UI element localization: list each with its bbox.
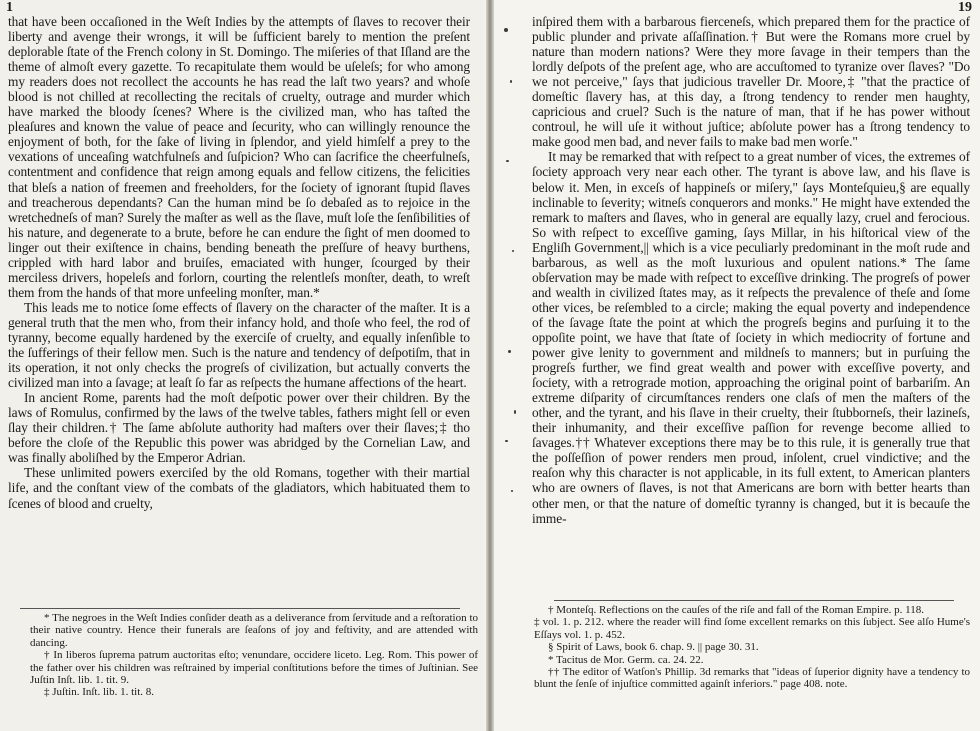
footnotes (534, 604, 970, 691)
paragraph: inſpired them with a barbarous fierceneſs, which prepared them for the practice of public plunder and private aſſaſſination.† But were the Romans more cruel by nature than modern nations? Were they more ſavage in their tempers than the lordly deſpots of the preſent age, who are accuſtomed to tyranize over ſlaves? "Do we not perceive," ſays that judicious traveller Dr. Moore,‡ "that the practice of domeſtic ſlavery has, at this day, a ſtrong tendency to render men haughty, capricious and cruel? Such is the nature of man, that if he has power without controul, he will uſe it without juſtice; abſolute power has a ſtrong tendency to make good men bad, and never fails to make bad men worſe." (532, 14, 970, 150)
book-gutter (486, 0, 494, 731)
footnote: † Monteſq. Reflections on the cauſes of the riſe and fall of the Roman Empire. p. 118. (548, 604, 924, 616)
footnote: § Spirit of Laws, book 6. chap. 9. || page 30. 31. (548, 641, 759, 654)
paragraph: It may be remarked that with reſpect to a great number of vices, the extremes of ſociety approach very near each other. The tyrant is above law, and his ſlave is below it. Men, in exceſs of happineſs or miſery," ſays Monteſquieu,§ are equally inclinable to ſeverity; witneſs conquerors and monks." He might have extended the remark to maſters and ſlaves, who in general are equally lazy, cruel and ferocious. So with reſpect to exceſſive gaming, ſays Millar, in his hiſtorical view of the Engliſh Government,|| which is a vice peculiarly predominant in the moſt rude and barbarous, as well as the moſt luxurious and opulent nations.* The ſame obſervation may be made with reſpect to exceſſive drinking. The progreſs of power and wealth in civilized ſtates may, as it reſpects the prevalence of theſe and ſome other vices, be reſembled to a circle; making the equal poverty and independence of the ſavage ſtate the point at which the progreſs begins and purſuing it to the oppoſite point, we have that ſtate of ſociety in which mediocrity of fortune and power give lenity to government and mildneſs to manners; but in purſuing the progreſs further, we find great wealth and power with exceſſive poverty, and ſociety, with a retrograde motion, approaching the original point of barbariſm. An extreme diſparity of circumſtances renders one claſs of men the maſters of the other, and the tyrant, and his ſlave in their cruelty, their ſtubborneſs, their lazineſs, their inhumanity, and their exceſſive paſſion for revenge become allied to ſavages.†† Whatever exceptions there may be to this rule, it is generally true that the poſſeſſion of power renders men proud, inſolent, cruel vindictive; and the reaſon why this character is not applicable, in its full extent, to American planters who are owners of ſlaves, is not that Americans are born with better hearts than other men, or that the nature of domeſtic tyranny is changed, but it is becauſe the imme- (532, 149, 970, 526)
paragraph: This leads me to notice ſome effects of ſlavery on the character of the maſter. It is a general truth that the men who, from their infancy hold, and thoſe who feel, the rod of tyranny, become equally hardened by the exerciſe of cruelty, and equally inſenſible to the ſufferings of their fellow men. Such is the nature and tendency of deſpotiſm, that in its operation, it not only checks the progreſs of civilization, but actually converts the civilized man into a ſavage; at leaſt ſo far as reſpects the humane affections of the heart. (8, 299, 470, 391)
footnote-divider (20, 608, 460, 609)
footnote: * The negroes in the Weſt Indies conſider death as a deliverance from ſervitude and a reſtoration to their native country. Hence their funerals are ſeaſons of joy and feſtivity, and are attended with dancing. (30, 612, 478, 649)
footnote: * Tacitus de Mor. Germ. ca. 24. 22. (548, 653, 704, 666)
body-text (8, 14, 470, 511)
paragraph: These unlimited powers exerciſed by the old Romans, together with their martial life, and the conſtant view of the combats of the gladiators, which habituated them to ſcenes of blood and cruelty, (8, 465, 470, 511)
left-page (0, 0, 486, 731)
footnotes (30, 612, 478, 699)
footnote: † In liberos ſuprema patrum auctoritas eſto; venundare, occidere liceto. Leg. Rom. This power of the father over his children was reſtrained by imperial conſtitutions before the times of Juſtinian. See Juſtin Inſt. lib. 1. tit. 9. (30, 649, 478, 687)
body-text (532, 14, 970, 526)
paragraph: In ancient Rome, parents had the moſt deſpotic power over their children. By the laws of Romulus, confirmed by the laws of the twelve tables, fathers might ſell or even ſlay their children.† The ſame abſolute authority had maſters over their ſlaves;‡ tho before the cloſe of the Republic this power was abridged by the Cornelian Law, and was finally aboliſhed by the Emperor Adrian. (8, 390, 470, 466)
footnote-divider (554, 600, 954, 601)
right-page (494, 0, 980, 731)
paragraph: that have been occaſioned in the Weſt Indies by the attempts of ſlaves to recover their liberty and avenge their wrongs, it will be ſufficient barely to mention the preſent deplorable ſtate of the French colony in St. Domingo. The miſeries of that Iſland are the theme of almoſt every gazette. To recapitulate them would be uſeleſs; for who among my readers does not recollect the accounts he has read the laſt two years? and whoſe blood is not chilled at recollecting the recitals of cruelty, outrage and murder which have marked the bloody ſcenes? Where is the civilized man, who has taſted the pleaſures and known the value of peace and ſecurity, who can willingly renounce the enjoyment of both, for the ſake of living in ſplendor, and yield himſelf a prey to the vexations of unceaſing watchfulneſs and ſuſpicion? Who can ſacrifice the cheerfulneſs, contentment and confidence that reign among equals and fellow citizens, the felicities that bleſs a nation of freemen and freeholders, for the ſociety of ignorant ſtupid ſlaves and treacherous dependants? Can the human mind be ſo debaſed as to rejoice in the wretchedneſs of man? Surely the maſter as well as the ſlave, muſt loſe the ſenſibilities of his nature, and degenerate to a brute, before he can endure the ſight of men doomed to linger out their exiſtence in chains, bending beneath the preſſure of heavy burthens, crippled with hard labor and bruiſes, emaciated with hunger, ſcourged by their merciless drivers, hopeleſs and forlorn, courting the relentleſs monſter, death, to wreſt them from the hands of that more unfeeling monſter, man.* (8, 14, 470, 300)
footnote: ‡ Juſtin. Inſt. lib. 1. tit. 8. (44, 686, 155, 699)
footnote: ‡ vol. 1. p. 212. where the reader will find ſome excellent remarks on this ſubject. See alſo Hume's Eſſays vol. 1. p. 452. (534, 616, 970, 641)
margin-specks (494, 20, 530, 580)
page-number: 19 (958, 0, 972, 15)
page-number: 1 (6, 0, 13, 15)
footnote: †† The editor of Watſon's Phillip. 3d remarks that "ideas of ſuperior dignity have a tendency to blunt the ſenſe of injuſtice committed againſt inferiors." page 408. note. (534, 666, 970, 691)
